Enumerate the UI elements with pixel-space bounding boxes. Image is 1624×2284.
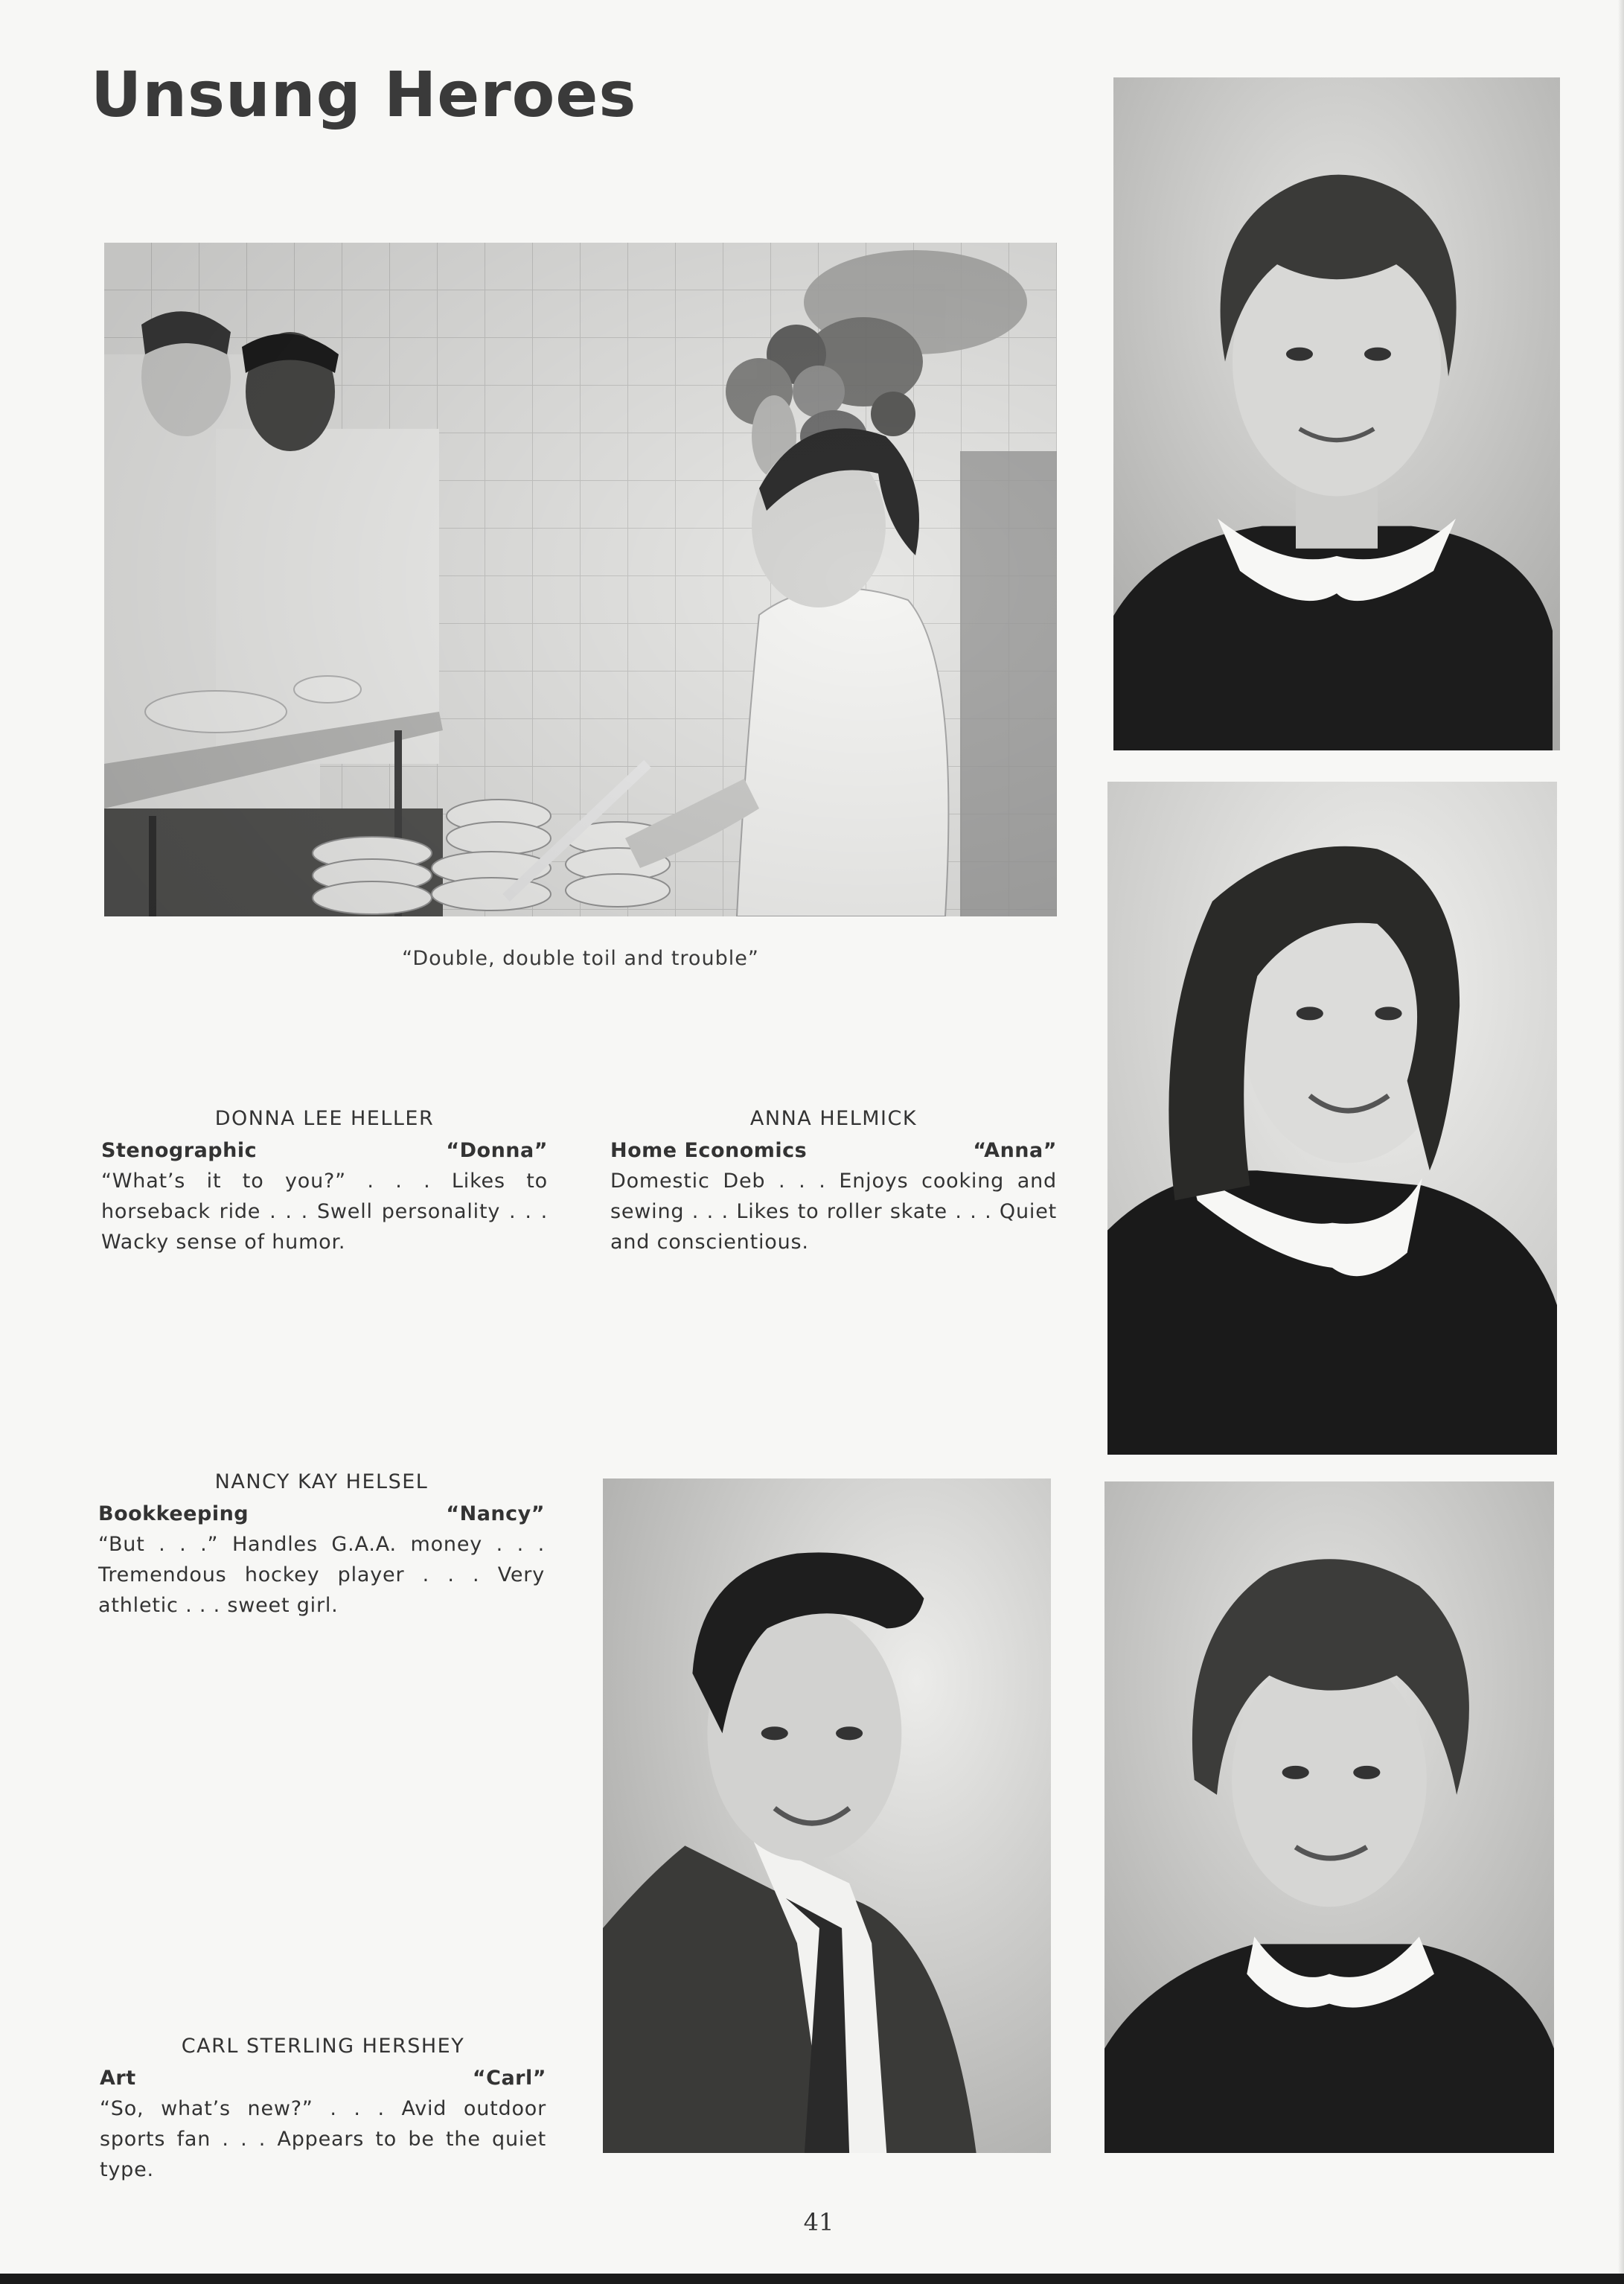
- page-number: 41: [803, 2208, 834, 2236]
- student-name: NANCY KAY HELSEL: [214, 1470, 429, 1493]
- student-name: DONNA LEE HELLER: [214, 1107, 435, 1130]
- photo-caption: “Double, double toil and trouble”: [402, 947, 759, 970]
- student-nickname: “Carl”: [472, 2067, 546, 2090]
- portrait-anna-helmick: [1107, 782, 1557, 1455]
- student-nickname: “Nancy”: [446, 1502, 545, 1525]
- portrait-carl-sterling-hershey: [603, 1478, 1051, 2153]
- bio-nancy-kay-helsel: [98, 1467, 545, 1621]
- bio-anna-helmick: [610, 1103, 1057, 1257]
- student-name: ANNA HELMICK: [749, 1107, 918, 1130]
- portrait-donna-lee-heller: [1113, 77, 1560, 750]
- student-nickname: “Donna”: [446, 1139, 548, 1162]
- page-edge-shadow: [1618, 0, 1624, 2284]
- student-course: Bookkeeping: [98, 1502, 249, 1525]
- student-description: Domestic Deb . . . Enjoys cooking and sewing . . . Likes to roller skate . . . Quiet and conscientious.: [610, 1170, 1057, 1254]
- student-course: Stenographic: [101, 1139, 258, 1162]
- student-description: “What’s it to you?” . . . Likes to horseback ride . . . Swell personality . . . Wacky sense of humor.: [101, 1170, 548, 1254]
- student-description: “But . . .” Handles G.A.A. money . . . Tremendous hockey player . . . Very athletic . . . sweet girl.: [98, 1533, 545, 1617]
- student-course: Art: [100, 2067, 136, 2090]
- page-bottom-edge: [0, 2274, 1624, 2284]
- student-nickname: “Anna”: [973, 1139, 1057, 1162]
- student-description: “So, what’s new?” . . . Avid outdoor sports fan . . . Appears to be the quiet type.: [100, 2097, 546, 2181]
- portrait-nancy-kay-helsel: [1104, 1481, 1554, 2153]
- student-course: Home Economics: [610, 1139, 808, 1162]
- cafeteria-candid-photo: [104, 243, 1057, 916]
- student-name: CARL STERLING HERSHEY: [181, 2035, 465, 2058]
- page-title: Unsung Heroes: [91, 58, 637, 131]
- bio-carl-sterling-hershey: [100, 2031, 546, 2185]
- bio-donna-lee-heller: [101, 1103, 548, 1257]
